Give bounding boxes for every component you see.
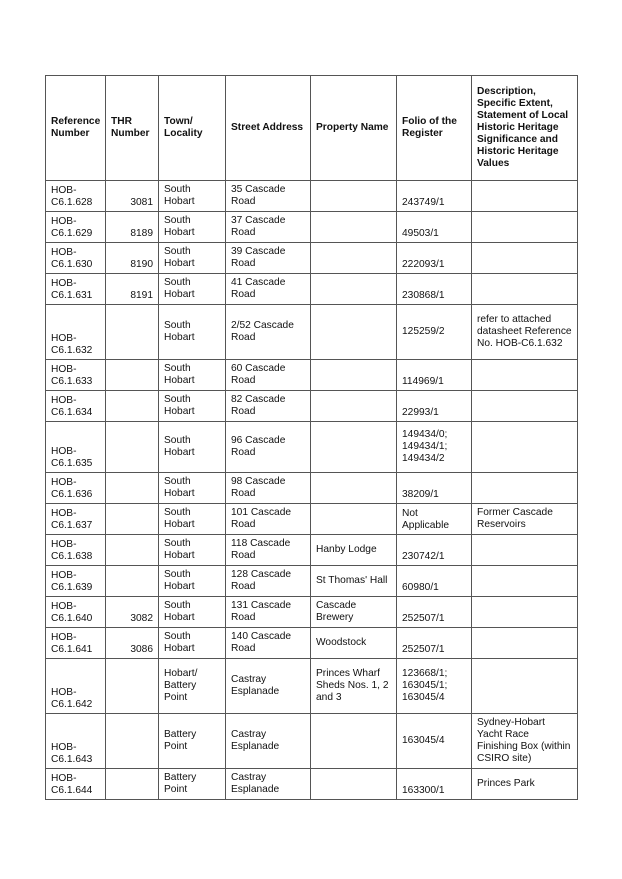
cell-reference: HOB-C6.1.632 [46, 305, 106, 360]
cell-town: South Hobart [159, 274, 226, 305]
cell-thr [106, 473, 159, 504]
cell-property [311, 769, 397, 800]
cell-thr: 3081 [106, 181, 159, 212]
heritage-register-table [45, 75, 578, 800]
cell-street: 96 Cascade Road [226, 422, 311, 473]
table-row [46, 659, 578, 714]
cell-folio: 222093/1 [397, 243, 472, 274]
cell-description [472, 181, 578, 212]
table-row [46, 422, 578, 473]
table-row [46, 628, 578, 659]
cell-street: 118 Cascade Road [226, 535, 311, 566]
cell-folio: 123668/1; 163045/1; 163045/4 [397, 659, 472, 714]
cell-thr [106, 535, 159, 566]
cell-street: 41 Cascade Road [226, 274, 311, 305]
cell-town: South Hobart [159, 181, 226, 212]
cell-street: 2/52 Cascade Road [226, 305, 311, 360]
table-header-row [46, 76, 578, 181]
cell-property [311, 391, 397, 422]
cell-description [472, 566, 578, 597]
cell-folio: 163300/1 [397, 769, 472, 800]
cell-folio: 230742/1 [397, 535, 472, 566]
header-town-locality: Town/ Locality [159, 76, 226, 181]
cell-street: 35 Cascade Road [226, 181, 311, 212]
cell-property [311, 274, 397, 305]
cell-property [311, 212, 397, 243]
cell-description: Princes Park [472, 769, 578, 800]
table-row [46, 391, 578, 422]
table-row [46, 504, 578, 535]
cell-description [472, 473, 578, 504]
cell-description [472, 391, 578, 422]
cell-reference: HOB-C6.1.634 [46, 391, 106, 422]
cell-town: South Hobart [159, 628, 226, 659]
cell-reference: HOB-C6.1.633 [46, 360, 106, 391]
cell-folio: Not Applicable [397, 504, 472, 535]
cell-town: South Hobart [159, 473, 226, 504]
header-description: Description, Specific Extent, Statement of Local Historic Heritage Significance and Historic Heritage Values [472, 76, 578, 181]
cell-reference: HOB-C6.1.635 [46, 422, 106, 473]
cell-property [311, 714, 397, 769]
cell-description [472, 422, 578, 473]
cell-street: Castray Esplanade [226, 769, 311, 800]
cell-town: South Hobart [159, 360, 226, 391]
cell-reference: HOB-C6.1.629 [46, 212, 106, 243]
cell-reference: HOB-C6.1.641 [46, 628, 106, 659]
cell-street: 128 Cascade Road [226, 566, 311, 597]
table-row [46, 360, 578, 391]
cell-description [472, 535, 578, 566]
cell-town: South Hobart [159, 391, 226, 422]
cell-street: 140 Cascade Road [226, 628, 311, 659]
cell-reference: HOB-C6.1.642 [46, 659, 106, 714]
cell-property [311, 360, 397, 391]
cell-town: Hobart/ Battery Point [159, 659, 226, 714]
header-property-name: Property Name [311, 76, 397, 181]
cell-street: 39 Cascade Road [226, 243, 311, 274]
cell-town: Battery Point [159, 769, 226, 800]
header-thr-number: THR Number [106, 76, 159, 181]
cell-folio: 38209/1 [397, 473, 472, 504]
cell-description: Former Cascade Reservoirs [472, 504, 578, 535]
cell-thr [106, 422, 159, 473]
cell-town: South Hobart [159, 212, 226, 243]
cell-property: Woodstock [311, 628, 397, 659]
cell-folio: 22993/1 [397, 391, 472, 422]
cell-thr: 8189 [106, 212, 159, 243]
cell-property: St Thomas' Hall [311, 566, 397, 597]
cell-reference: HOB-C6.1.640 [46, 597, 106, 628]
cell-street: 101 Cascade Road [226, 504, 311, 535]
cell-description [472, 212, 578, 243]
cell-thr: 8191 [106, 274, 159, 305]
cell-reference: HOB-C6.1.639 [46, 566, 106, 597]
cell-property: Princes Wharf Sheds Nos. 1, 2 and 3 [311, 659, 397, 714]
table-row [46, 243, 578, 274]
cell-property: Cascade Brewery [311, 597, 397, 628]
cell-folio: 163045/4 [397, 714, 472, 769]
cell-thr [106, 769, 159, 800]
table-row [46, 535, 578, 566]
cell-thr [106, 566, 159, 597]
cell-folio: 114969/1 [397, 360, 472, 391]
cell-description [472, 243, 578, 274]
table-row [46, 305, 578, 360]
header-street-address: Street Address [226, 76, 311, 181]
table-row [46, 769, 578, 800]
cell-folio: 243749/1 [397, 181, 472, 212]
cell-description [472, 597, 578, 628]
table-row [46, 566, 578, 597]
cell-property [311, 243, 397, 274]
cell-town: South Hobart [159, 305, 226, 360]
table-row [46, 714, 578, 769]
cell-folio: 149434/0; 149434/1; 149434/2 [397, 422, 472, 473]
cell-property: Hanby Lodge [311, 535, 397, 566]
cell-folio: 125259/2 [397, 305, 472, 360]
cell-thr: 3086 [106, 628, 159, 659]
cell-reference: HOB-C6.1.631 [46, 274, 106, 305]
cell-description [472, 628, 578, 659]
cell-street: 131 Cascade Road [226, 597, 311, 628]
cell-property [311, 305, 397, 360]
cell-thr: 8190 [106, 243, 159, 274]
table-row [46, 473, 578, 504]
cell-thr [106, 360, 159, 391]
cell-thr [106, 659, 159, 714]
cell-reference: HOB-C6.1.643 [46, 714, 106, 769]
cell-description [472, 659, 578, 714]
table-row [46, 597, 578, 628]
cell-description: Sydney-Hobart Yacht Race Finishing Box (within CSIRO site) [472, 714, 578, 769]
cell-property [311, 473, 397, 504]
cell-street: Castray Esplanade [226, 659, 311, 714]
header-folio: Folio of the Register [397, 76, 472, 181]
cell-street: Castray Esplanade [226, 714, 311, 769]
cell-description [472, 274, 578, 305]
cell-town: South Hobart [159, 422, 226, 473]
cell-town: Battery Point [159, 714, 226, 769]
cell-folio: 49503/1 [397, 212, 472, 243]
cell-thr [106, 714, 159, 769]
cell-street: 60 Cascade Road [226, 360, 311, 391]
cell-town: South Hobart [159, 535, 226, 566]
table-row [46, 212, 578, 243]
cell-reference: HOB-C6.1.637 [46, 504, 106, 535]
cell-property [311, 422, 397, 473]
cell-street: 82 Cascade Road [226, 391, 311, 422]
cell-folio: 252507/1 [397, 597, 472, 628]
cell-reference: HOB-C6.1.628 [46, 181, 106, 212]
cell-street: 98 Cascade Road [226, 473, 311, 504]
cell-reference: HOB-C6.1.644 [46, 769, 106, 800]
cell-property [311, 181, 397, 212]
cell-folio: 252507/1 [397, 628, 472, 659]
cell-thr [106, 504, 159, 535]
cell-reference: HOB-C6.1.638 [46, 535, 106, 566]
header-reference-number: Reference Number [46, 76, 106, 181]
cell-folio: 230868/1 [397, 274, 472, 305]
cell-property [311, 504, 397, 535]
cell-town: South Hobart [159, 566, 226, 597]
cell-thr [106, 391, 159, 422]
cell-street: 37 Cascade Road [226, 212, 311, 243]
cell-description [472, 360, 578, 391]
cell-town: South Hobart [159, 597, 226, 628]
cell-thr [106, 305, 159, 360]
table-row [46, 181, 578, 212]
cell-folio: 60980/1 [397, 566, 472, 597]
cell-town: South Hobart [159, 243, 226, 274]
cell-reference: HOB-C6.1.636 [46, 473, 106, 504]
table-row [46, 274, 578, 305]
cell-town: South Hobart [159, 504, 226, 535]
cell-thr: 3082 [106, 597, 159, 628]
cell-description: refer to attached datasheet Reference No. HOB-C6.1.632 [472, 305, 578, 360]
cell-reference: HOB-C6.1.630 [46, 243, 106, 274]
